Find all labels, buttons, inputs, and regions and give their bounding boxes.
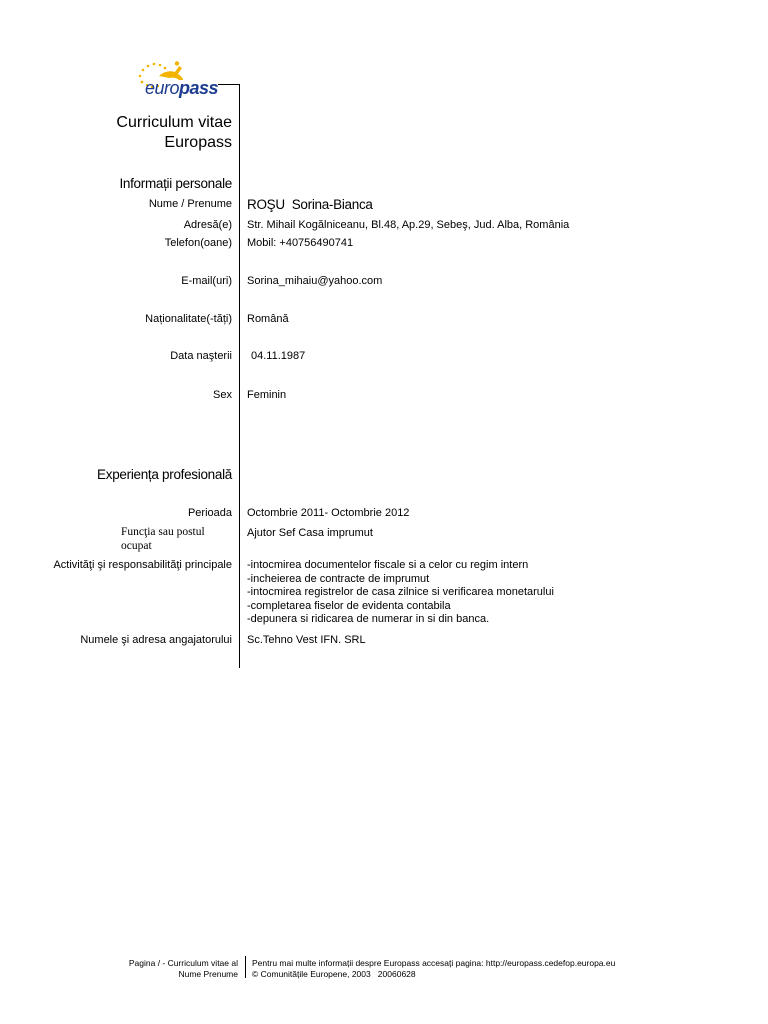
footer-copyright: © Comunitățile Europene, 2003 20060628 — [252, 969, 416, 979]
activity-item: -completarea fiselor de evidenta contabila — [247, 599, 451, 612]
activities-list — [247, 559, 554, 627]
address-value: Str. Mihail Kogălniceanu, Bl.48, Ap.29, Sebeş, Jud. Alba, România — [247, 219, 570, 231]
footer-page-info: Pagina / - Curriculum vitae al — [128, 958, 238, 968]
footer-left — [129, 958, 238, 980]
section-experience: Experiența profesională — [97, 467, 232, 482]
sex-value: Feminin — [247, 389, 287, 401]
activities-label: Activităţi şi responsabilităţi principale — [53, 559, 232, 571]
divider-top-tick — [218, 84, 240, 85]
footer-europass-link: Pentru mai multe informații despre Europass accesați pagina: http://europass.cedefop.europa.eu — [252, 958, 616, 968]
sex-label: Sex — [213, 389, 232, 401]
logo-text-pass: pass — [179, 78, 219, 98]
footer-name: Nume Prenume — [178, 969, 238, 979]
europass-logo — [135, 60, 225, 102]
footer-divider — [245, 956, 246, 978]
employer-value: Sc.Tehno Vest IFN. SRL — [247, 634, 366, 646]
email-value: Sorina_mihaiu@yahoo.com — [247, 275, 383, 287]
section-personal-info: Informații personale — [119, 176, 232, 191]
email-label: E-mail(uri) — [181, 275, 232, 287]
activity-item: -intocmirea documentelor fiscale si a celor cu regim intern — [247, 559, 529, 571]
position-label — [121, 525, 205, 553]
title-line-2: Europass — [164, 134, 232, 151]
logo-text-euro: euro — [145, 78, 180, 98]
name-label: Nume / Prenume — [148, 198, 232, 210]
page-title — [116, 113, 232, 153]
title-line-1: Curriculum vitae — [116, 114, 232, 131]
phone-value: Mobil: +40756490741 — [247, 237, 354, 249]
period-label: Perioada — [187, 507, 232, 519]
activity-item: -depunera si ridicarea de numerar in si din banca. — [247, 613, 490, 625]
position-label-line-1: Funcţia sau postul — [121, 526, 205, 538]
phone-label: Telefon(oane) — [164, 237, 232, 249]
position-value: Ajutor Sef Casa imprumut — [247, 527, 373, 539]
birth-date-label: Data naşterii — [170, 350, 232, 362]
nationality-value: Română — [247, 313, 289, 325]
activity-item: -intocmirea registrelor de casa zilnice si verificarea monetarului — [247, 586, 554, 598]
nationality-label: Naționalitate(-tăți) — [145, 313, 232, 325]
birth-date-value: 04.11.1987 — [251, 350, 306, 362]
employer-label: Numele şi adresa angajatorului — [80, 634, 232, 646]
period-value: Octombrie 2011- Octombrie 2012 — [247, 507, 410, 519]
footer-right — [252, 958, 615, 980]
column-divider — [239, 84, 240, 668]
address-label: Adresă(e) — [183, 219, 232, 231]
activity-item: -incheierea de contracte de imprumut — [247, 572, 430, 585]
name-value: ROŞU Sorina-Bianca — [247, 197, 373, 212]
position-label-line-2: ocupat — [121, 540, 152, 552]
